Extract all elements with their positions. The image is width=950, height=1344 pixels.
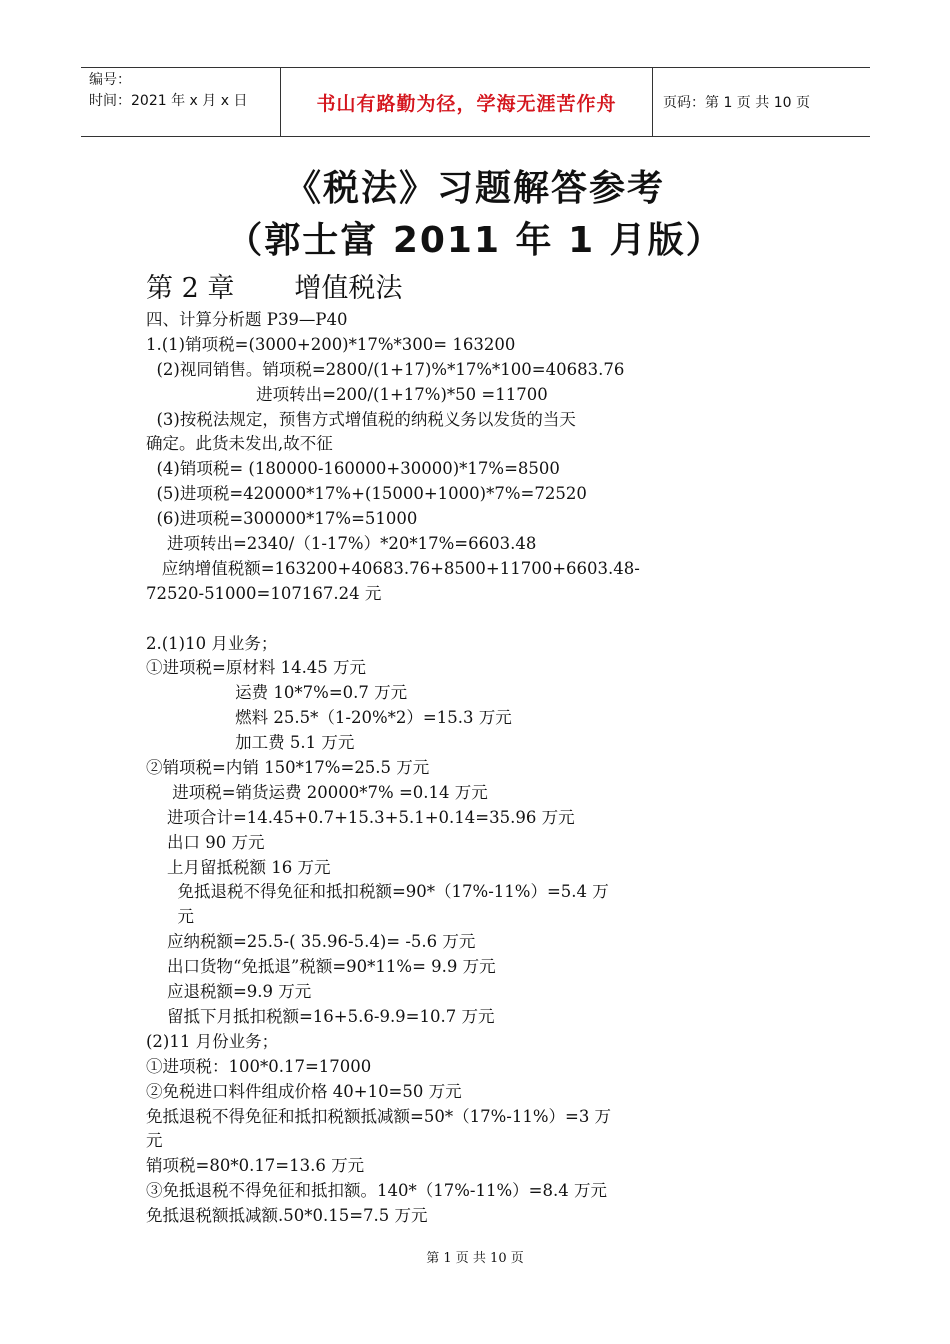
chapter-heading — [146, 266, 402, 305]
body-line: 进项转出=200/(1+17%)*50 =11700 — [146, 384, 548, 404]
body-line: ①进项税=原材料 14.45 万元 — [146, 658, 367, 678]
chapter-number: 第 2 章 — [146, 273, 235, 304]
document-date-label: 时间：2021 年 x 月 x 日 — [89, 93, 248, 109]
body-line: 上月留抵税额 16 万元 — [146, 857, 331, 877]
document-title-line1: 《税法》习题解答参考 — [284, 168, 665, 209]
body-line: (2)视同销售。销项税=2800/(1+17)%*17%*100=40683.76 — [146, 359, 625, 379]
header-meta — [81, 68, 281, 136]
document-number-label: 编号： — [89, 72, 131, 88]
body-line: (6)进项税=300000*17%=51000 — [146, 509, 418, 529]
body-line: ②免税进口料件组成价格 40+10=50 万元 — [146, 1081, 462, 1101]
body-line: 加工费 5.1 万元 — [146, 733, 355, 753]
page-footer: 第 1 页 共 10 页 — [426, 1251, 524, 1266]
body-line: 燃料 25.5*（1-20%*2）=15.3 万元 — [146, 708, 512, 728]
document-body — [146, 308, 826, 1229]
body-line: 确定。此货未发出,故不征 — [146, 434, 333, 454]
body-line: 应纳增值税额=163200+40683.76+8500+11700+6603.48- — [146, 558, 640, 578]
body-line: 72520-51000=107167.24 元 — [146, 583, 382, 603]
body-line: ①进项税：100*0.17=17000 — [146, 1056, 372, 1076]
body-line: (5)进项税=420000*17%+(15000+1000)*7%=72520 — [146, 484, 587, 504]
body-line: 出口货物“免抵退”税额=90*11%= 9.9 万元 — [146, 957, 496, 977]
body-line: 免抵退税不得免征和抵扣税额=90*（17%-11%）=5.4 万 — [146, 882, 609, 902]
body-line: 销项税=80*0.17=13.6 万元 — [146, 1156, 365, 1176]
body-line: 运费 10*7%=0.7 万元 — [146, 683, 408, 703]
body-line: (4)销项税= (180000-160000+30000)*17%=8500 — [146, 459, 560, 479]
body-line: 2.(1)10 月业务； — [146, 633, 278, 653]
body-line: 元 — [146, 1131, 163, 1151]
page-header — [81, 67, 870, 137]
header-page-number: 页码：第 1 页 共 10 页 — [663, 95, 810, 111]
document-title-line2: （郭士富 2011 年 1 月版） — [226, 220, 724, 261]
body-line: 元 — [146, 907, 194, 927]
body-line: 免抵退税额抵减额.50*0.15=7.5 万元 — [146, 1206, 428, 1226]
body-line: ③免抵退税不得免征和抵扣额。140*（17%-11%）=8.4 万元 — [146, 1181, 607, 1201]
body-line: 留抵下月抵扣税额=16+5.6-9.9=10.7 万元 — [146, 1006, 495, 1026]
body-line: 应退税额=9.9 万元 — [146, 982, 312, 1002]
body-line: (3)按税法规定，预售方式增值税的纳税义务以发货的当天 — [146, 409, 576, 429]
body-line: 出口 90 万元 — [146, 832, 265, 852]
header-motto: 书山有路勤为径，学海无涯苦作舟 — [281, 68, 653, 136]
body-line: (2)11 月份业务； — [146, 1031, 279, 1051]
body-line: 进项税=销货运费 20000*7% =0.14 万元 — [146, 782, 488, 802]
body-line: 应纳税额=25.5-( 35.96-5.4)= -5.6 万元 — [146, 932, 476, 952]
body-line: 四、计算分析题 P39—P40 — [146, 310, 348, 329]
chapter-name: 增值税法 — [294, 273, 403, 304]
body-line: 免抵退税不得免征和抵扣税额抵减额=50*（17%-11%）=3 万 — [146, 1106, 612, 1126]
body-line — [146, 607, 826, 632]
body-line: 1.(1)销项税=(3000+200)*17%*300= 163200 — [146, 334, 516, 354]
body-line: ②销项税=内销 150*17%=25.5 万元 — [146, 758, 430, 778]
body-line: 进项转出=2340/（1-17%）*20*17%=6603.48 — [146, 534, 537, 554]
body-line: 进项合计=14.45+0.7+15.3+5.1+0.14=35.96 万元 — [146, 807, 575, 827]
